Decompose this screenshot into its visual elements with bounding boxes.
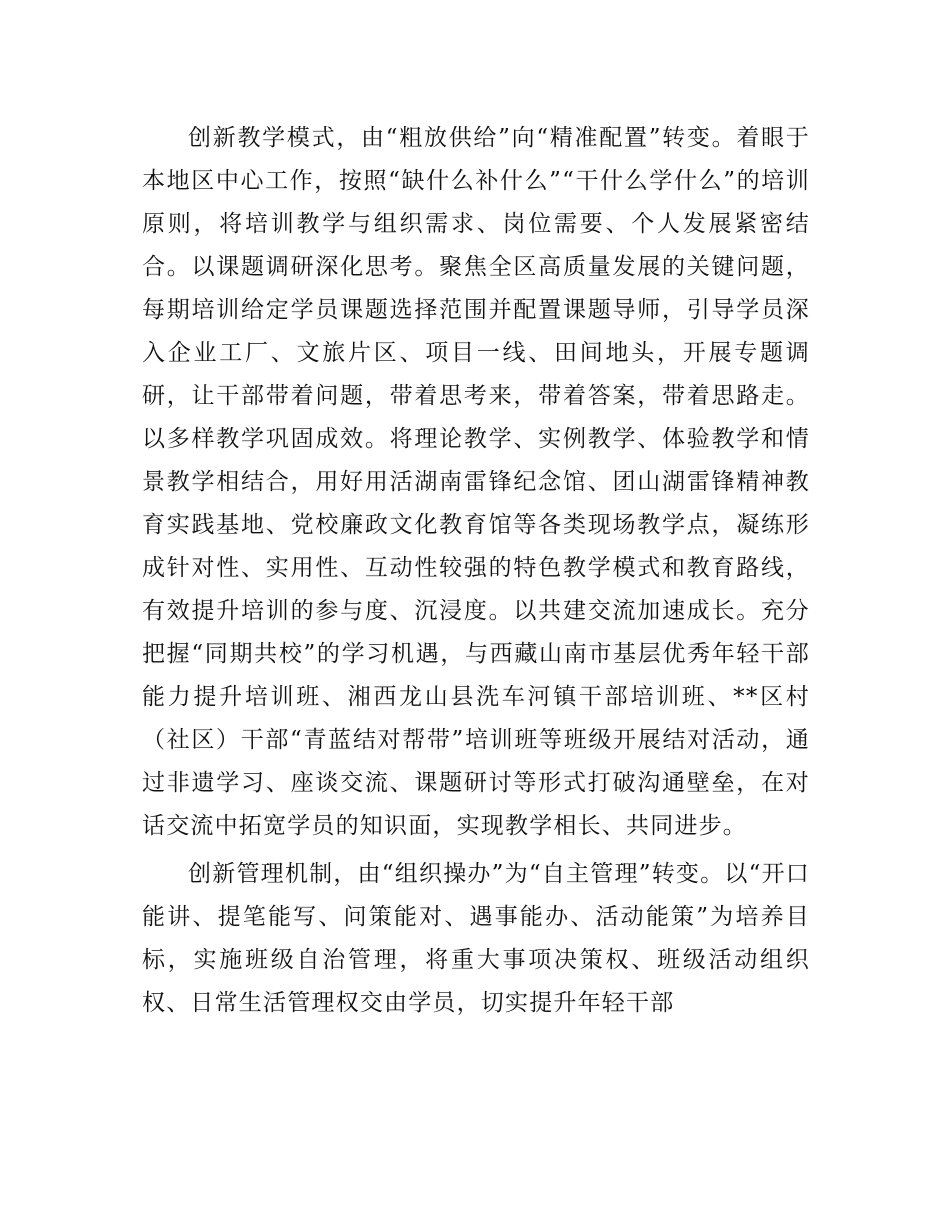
paragraph-management-mechanism: 创新管理机制，由“组织操办”为“自主管理”转变。以“开口能讲、提笔能写、问策能对、遇事能办、活动能策”为培养目标，实施班级自治管理，将重大事项决策权、班级活动组织权、日常生活管理权交由学员，切实提升年轻干部 [142, 861, 810, 1016]
paragraph-teaching-mode: 创新教学模式，由“粗放供给”向“精准配置”转变。着眼于本地区中心工作，按照“缺什么补什么”“干什么学什么”的培训原则，将培训教学与组织需求、岗位需要、个人发展紧密结合。以课题调研深化思考。聚焦全区高质量发展的关键问题，每期培训给定学员课题选择范围并配置课题导师，引导学员深入企业工厂、文旅片区、项目一线、田间地头，开展专题调研，让干部带着问题，带着思考来，带着答案，带着思路走。以多样教学巩固成效。将理论教学、实例教学、体验教学和情景教学相结合，用好用活湖南雷锋纪念馆、团山湖雷锋精神教育实践基地、党校廉政文化教育馆等各类现场教学点，凝练形成针对性、实用性、互动性较强的特色教学模式和教育路线，有效提升培训的参与度、沉浸度。以共建交流加速成长。充分把握“同期共校”的学习机遇，与西藏山南市基层优秀年轻干部能力提升培训班、湘西龙山县洗车河镇干部培训班、**区村（社区）干部“青蓝结对帮带”培训班等班级开展结对活动，通过非遗学习、座谈交流、课题研讨等形式打破沟通壁垒，在对话交流中拓宽学员的知识面，实现教学相长、共同进步。 [142, 125, 810, 839]
document-body [142, 117, 810, 1025]
